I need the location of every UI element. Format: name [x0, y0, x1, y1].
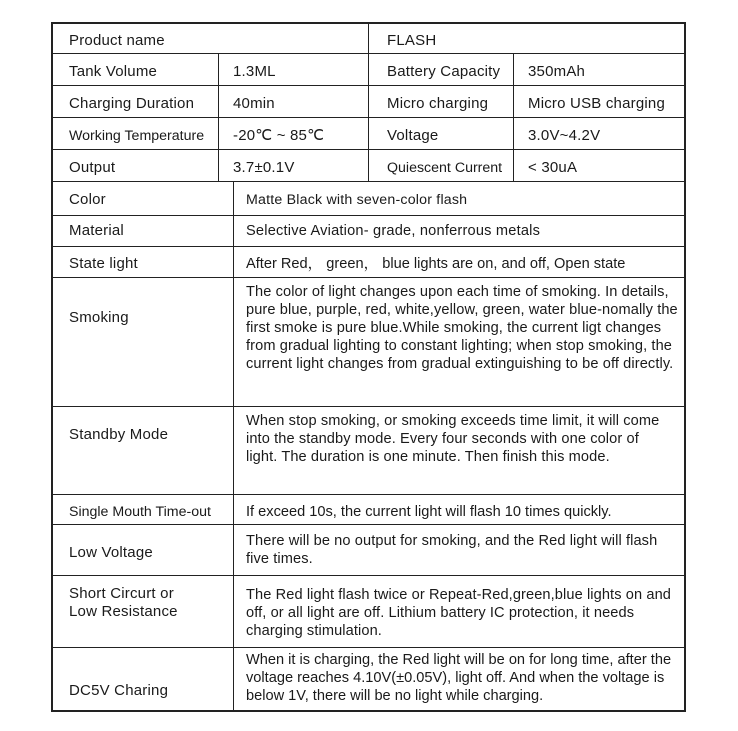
column-divider — [233, 181, 234, 712]
state-light-value: After Red， green， blue lights are on, and off, Open state — [246, 256, 626, 272]
output-label: Output — [69, 159, 116, 176]
row-divider — [51, 575, 686, 576]
row-divider — [51, 406, 686, 407]
column-divider — [368, 22, 369, 182]
product-name-label: Product name — [69, 32, 165, 49]
battery-capacity-label: Battery Capacity — [387, 63, 501, 80]
voltage-value: 3.0V~4.2V — [528, 127, 601, 144]
column-divider — [513, 53, 514, 182]
working-temperature-value: -20℃ ~ 85℃ — [233, 127, 325, 144]
short-circuit-value: The Red light flash twice or Repeat-Red,green,blue lights on and off, or all light are off. Lithium battery IC protection, it needs charging stimulation. — [246, 587, 672, 639]
quiescent-current-label: Quiescent Current — [387, 160, 503, 176]
row-divider — [51, 277, 686, 278]
single-mouth-timeout-value: If exceed 10s, the current light will flash 10 times quickly. — [246, 504, 612, 520]
short-circuit-label-line2: Low Resistance — [69, 603, 178, 620]
color-value: Matte Black with seven-color flash — [246, 192, 468, 208]
dc5v-charging-label: DC5V Charing — [69, 682, 169, 699]
row-divider — [51, 524, 686, 525]
micro-charging-value: Micro USB charging — [528, 95, 665, 112]
micro-charging-label: Micro charging — [387, 95, 489, 112]
single-mouth-timeout-label: Single Mouth Time-out — [69, 504, 211, 520]
quiescent-current-value: < 30uA — [528, 159, 578, 176]
low-voltage-label: Low Voltage — [69, 544, 153, 561]
state-light-label: State light — [69, 255, 138, 272]
charging-duration-label: Charging Duration — [69, 95, 195, 112]
material-value: Selective Aviation- grade, nonferrous metals — [246, 223, 541, 239]
output-value: 3.7±0.1V — [233, 159, 295, 176]
tank-volume-value: 1.3ML — [233, 63, 276, 80]
charging-duration-value: 40min — [233, 95, 275, 112]
row-divider — [51, 647, 686, 648]
short-circuit-label-line1: Short Circurt or — [69, 585, 174, 602]
tank-volume-label: Tank Volume — [69, 63, 158, 80]
dc5v-charging-value: When it is charging, the Red light will be on for long time, after the voltage reaches 4.10V(±0.05V), light off. And when the voltage is below 1V, there will be no light while charging. — [246, 652, 672, 704]
voltage-label: Voltage — [387, 127, 439, 144]
row-divider — [51, 494, 686, 495]
standby-mode-label: Standby Mode — [69, 426, 169, 443]
material-label: Material — [69, 222, 124, 239]
column-divider — [218, 53, 219, 182]
smoking-label: Smoking — [69, 309, 129, 326]
low-voltage-value: There will be no output for smoking, and the Red light will flash five times. — [246, 533, 658, 567]
product-name-value: FLASH — [387, 32, 437, 49]
standby-mode-value: When stop smoking, or smoking exceeds time limit, it will come into the standby mode. Every four seconds with one color of light. The duration is one minute. Then finish this mode. — [246, 413, 660, 465]
battery-capacity-value: 350mAh — [528, 63, 586, 80]
row-divider — [51, 215, 686, 216]
color-label: Color — [69, 191, 106, 208]
smoking-value: The color of light changes upon each time of smoking. In details, pure blue, purple, red, white,yellow, green, water blue-nomally the first smoke is pure blue.While smoking, the current ligt changes from gradual lighting to constant lighting; when stop smoking, the current light changes from gradual extinguishing to be off directly. — [246, 284, 678, 372]
row-divider — [51, 246, 686, 247]
working-temperature-label: Working Temperature — [69, 128, 205, 144]
